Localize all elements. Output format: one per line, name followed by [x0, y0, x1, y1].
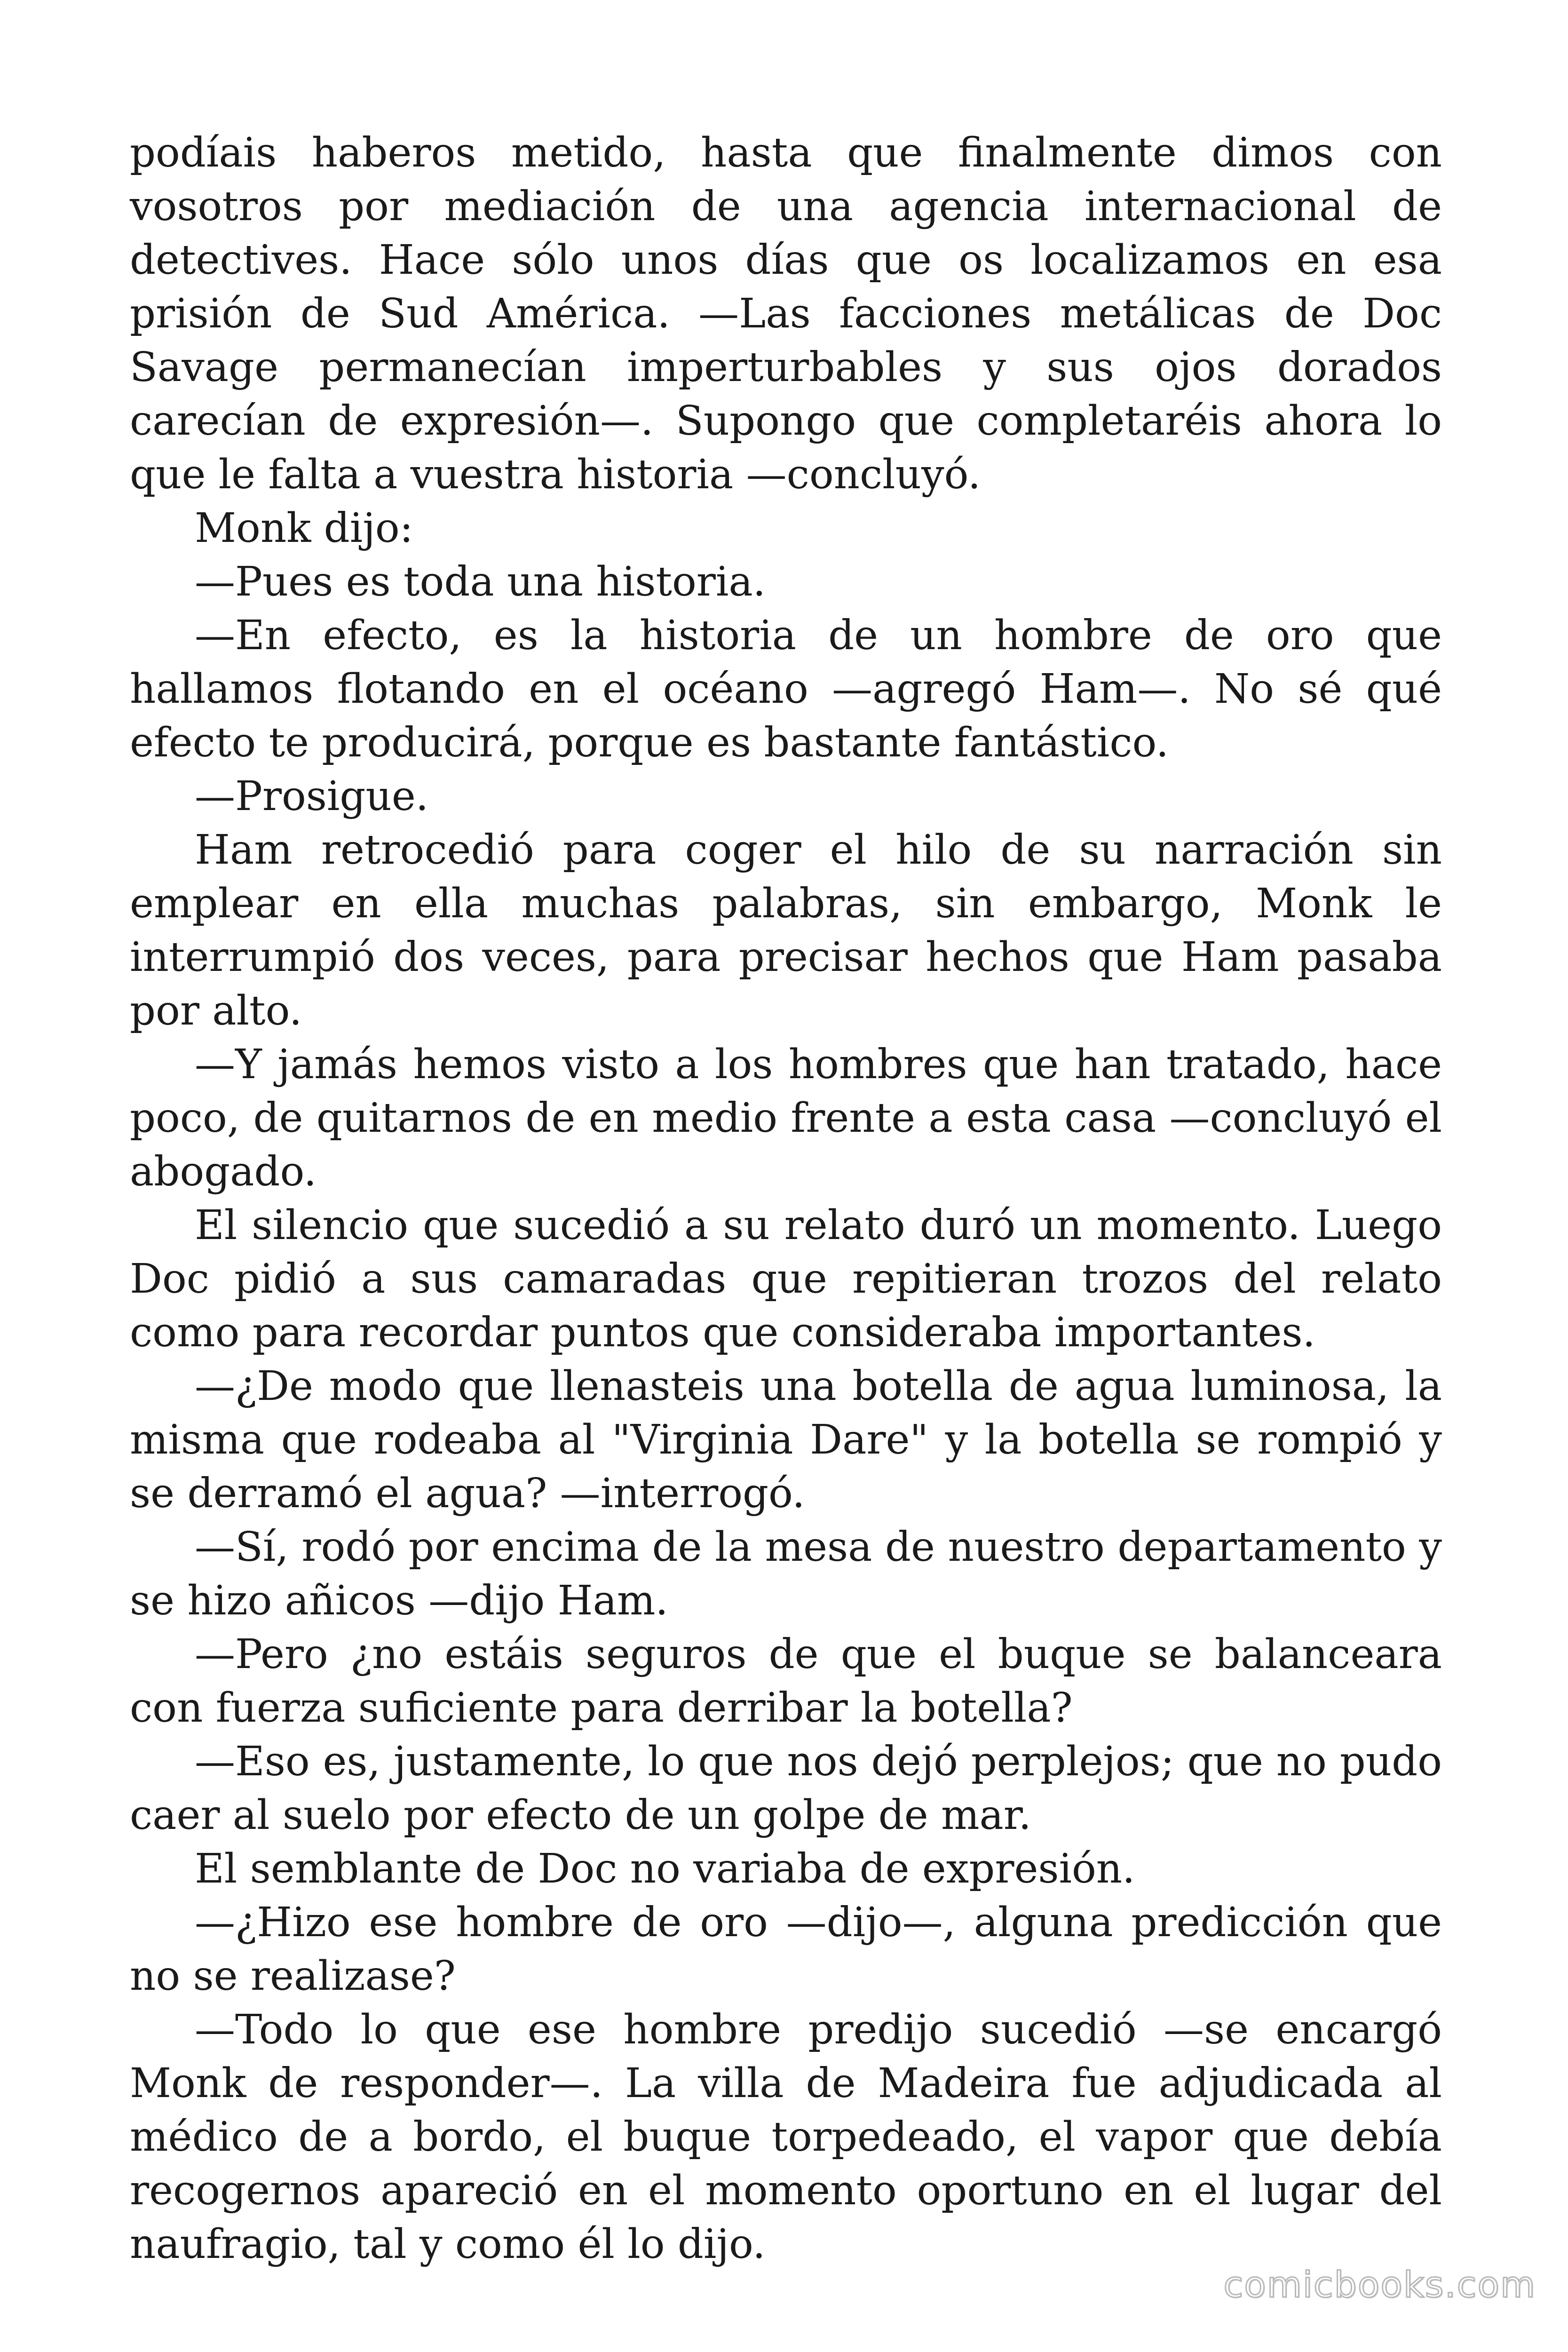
paragraph: Monk dijo: — [195, 505, 413, 552]
paragraph: —¿Hizo ese hombre de oro —dijo—, alguna predicción que no se realizase? — [130, 1899, 1442, 2000]
paragraph: —Prosigue. — [195, 773, 429, 820]
book-page-text — [130, 126, 1442, 2271]
watermark-logo: comicbooks.com — [1223, 2264, 1536, 2305]
paragraph: —Y jamás hemos visto a los hombres que han tratado, hace poco, de quitarnos de en medio frente a esta casa —concluyó el abogado. — [130, 1041, 1442, 1195]
paragraph: El semblante de Doc no variaba de expresión. — [195, 1845, 1135, 1892]
paragraph: El silencio que sucedió a su relato duró un momento. Luego Doc pidió a sus camaradas que repitieran trozos del relato como para recordar puntos que consideraba importantes. — [130, 1202, 1442, 1356]
paragraph: —Pues es toda una historia. — [195, 558, 766, 605]
paragraph: —Sí, rodó por encima de la mesa de nuestro departamento y se hizo añicos —dijo Ham. — [130, 1524, 1442, 1624]
paragraph: —En efecto, es la historia de un hombre de oro que hallamos flotando en el océano —agregó Ham—. No sé qué efecto te producirá, porque es bastante fantástico. — [130, 612, 1442, 766]
paragraph: Ham retrocedió para coger el hilo de su narración sin emplear en ella muchas palabras, sin embargo, Monk le interrumpió dos veces, para precisar hechos que Ham pasaba por alto. — [130, 826, 1442, 1034]
paragraph: —Pero ¿no estáis seguros de que el buque se balanceara con fuerza suficiente para derribar la botella? — [130, 1631, 1442, 1732]
paragraph: podíais haberos metido, hasta que finalmente dimos con vosotros por mediación de una agencia internacional de detectives. Hace sólo unos días que os localizamos en esa prisión de Sud América. —Las facciones metálicas de Doc Savage permanecían imperturbables y sus ojos dorados carecían de expresión—. Supongo que completaréis ahora lo que le falta a vuestra historia —concluyó. — [130, 129, 1442, 498]
paragraph: —Todo lo que ese hombre predijo sucedió —se encargó Monk de responder—. La villa de Madeira fue adjudicada al médico de a bordo, el buque torpedeado, el vapor que debía recogernos apareció en el momento oportuno en el lugar del naufragio, tal y como él lo dijo. — [130, 2006, 1442, 2268]
paragraph: —Eso es, justamente, lo que nos dejó perplejos; que no pudo caer al suelo por efecto de un golpe de mar. — [130, 1738, 1442, 1839]
paragraph: —¿De modo que llenasteis una botella de agua luminosa, la misma que rodeaba al "Virginia Dare" y la botella se rompió y se derramó el agua? —interrogó. — [130, 1363, 1442, 1517]
